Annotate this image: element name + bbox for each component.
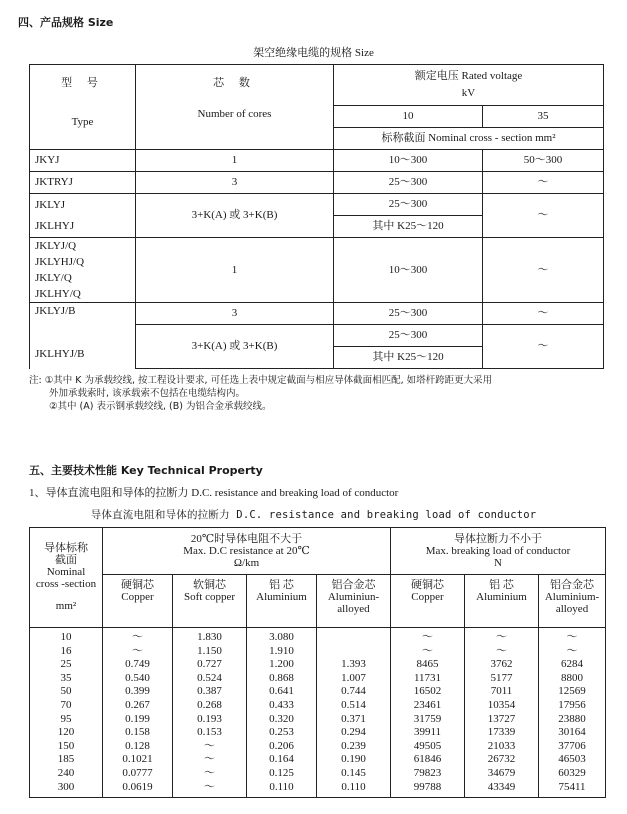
size-cell: 120 [30,726,103,740]
cores-cell: 1 [136,238,334,303]
size-cell: 10 [30,628,103,645]
table-row [30,194,604,216]
soft-copper-cell: ～ [173,753,247,767]
size-table-caption: 架空绝缘电缆的规格 Size [253,47,374,59]
breaking-copper-cell: 39911 [391,726,465,740]
table-row [30,628,606,645]
cores-header [136,65,334,150]
breaking-copper-header [391,575,465,628]
alloy-cell: 0.190 [317,753,391,767]
breaking-copper-cell: 99788 [391,781,465,798]
aluminium-cell: 0.320 [247,713,317,727]
table-row [30,150,604,172]
cores-cell: 3 [136,172,334,194]
type-cell: JKYJ [30,150,136,172]
size-cell: 150 [30,740,103,754]
note-line: 注: ①其中 K 为承载绞线, 按工程设计要求, 可任选上表中规定截面与相应导体截面相匹配, 如塔杆跨距更大采用 [29,375,493,386]
breaking-alloy-cell: 46503 [539,753,606,767]
hard-copper-cell: 0.749 [103,658,173,672]
alloy-cell: 0.145 [317,767,391,781]
section5-subheading: 1、导体直流电阻和导体的拉断力 D.C. resistance and breaking load of conductor [29,487,399,499]
header-cn: 铝 芯 [269,579,294,591]
header-cn: 铝合金芯 [550,579,595,591]
type-line: JKLHYJ/B [35,348,85,360]
breaking-aluminium-cell: 5177 [465,672,539,686]
resistance-table [29,527,606,798]
type-header [30,65,136,150]
alloy-cell: 0.744 [317,685,391,699]
aluminium-cell: 3.080 [247,628,317,645]
breaking-alloy-cell: 6284 [539,658,606,672]
voltage-10: 10 [334,106,483,128]
breaking-aluminium-cell: 3762 [465,658,539,672]
breaking-alloy-cell: 23880 [539,713,606,727]
v35-cell: 50～300 [483,150,604,172]
size-cell: 16 [30,645,103,659]
size-table [29,64,604,369]
table-row [30,753,606,767]
cores-cell: 3 [136,303,334,325]
hard-copper-cell: 0.540 [103,672,173,686]
hard-copper-cell: ～ [103,628,173,645]
breaking-aluminium-cell: 21033 [465,740,539,754]
soft-copper-cell: 1.150 [173,645,247,659]
type-line: JKLYJ [35,198,66,211]
alloy-cell: 0.371 [317,713,391,727]
size-cell: 50 [30,685,103,699]
breaking-copper-cell: ～ [391,645,465,659]
hard-copper-cell: 0.128 [103,740,173,754]
v10-cell: 25～300 [334,303,483,325]
type-cell [30,303,136,369]
size-header [30,528,103,628]
breaking-aluminium-cell: 13727 [465,713,539,727]
type-line: JKLYHJ/Q [35,256,85,268]
header-cn: 硬铜芯 [411,579,444,591]
breaking-alloy-cell: 37706 [539,740,606,754]
size-cell: 25 [30,658,103,672]
type-line: JKLYJ/B [35,305,76,317]
size-cell: 35 [30,672,103,686]
header-en: alloyed [337,603,370,615]
table-row [30,781,606,798]
alloy-cell: 0.110 [317,781,391,798]
header-en: Copper [121,591,154,603]
aluminium-cell: 0.110 [247,781,317,798]
table-row [30,767,606,781]
aluminium-cell: 0.253 [247,726,317,740]
soft-copper-cell: ～ [173,767,247,781]
aluminium-header [247,575,317,628]
table-row [30,740,606,754]
type-line: JKLHY/Q [35,288,81,300]
table-row [30,685,606,699]
soft-copper-cell: 0.153 [173,726,247,740]
header-cn: 硬铜芯 [121,579,154,591]
breaking-aluminium-header [465,575,539,628]
alloy-cell: 0.239 [317,740,391,754]
soft-copper-cell: 0.193 [173,713,247,727]
type-line: JKLHYJ [35,219,75,232]
hard-copper-cell: 0.267 [103,699,173,713]
header-cn: 铝合金芯 [331,579,376,591]
table-row [30,238,604,303]
voltage-35: 35 [483,106,604,128]
breaking-aluminium-cell: 10354 [465,699,539,713]
v35-cell: ～ [483,303,604,325]
breaking-alloy-cell: 30164 [539,726,606,740]
table-row [30,726,606,740]
alloy-cell [317,645,391,659]
resistance-table-body [30,628,606,798]
v35-cell: ～ [483,194,604,238]
hard-copper-cell: 0.399 [103,685,173,699]
section4-heading: 四、产品规格 Size [18,16,114,29]
breaking-copper-cell: 61846 [391,753,465,767]
breaking-copper-cell: 49505 [391,740,465,754]
breaking-copper-cell: 31759 [391,713,465,727]
type-cell [30,194,136,238]
soft-copper-header [173,575,247,628]
header-en: Aluminiun- [327,591,380,603]
v35-cell: ～ [483,172,604,194]
note-line: ②其中 (A) 表示钢承载绞线, (B) 为铝合金承载绞线。 [49,401,272,412]
alloy-header [317,575,391,628]
header-en: Aluminium [256,591,307,603]
header-en: Copper [411,591,444,603]
resistance-header-line: 20℃时导体电阻不大于 [190,533,303,545]
alloy-cell: 1.393 [317,658,391,672]
resistance-header [103,528,391,575]
soft-copper-cell: 1.830 [173,628,247,645]
voltage-label: 额定电压 Rated voltage [414,70,523,82]
resistance-header-line: Max. D.C resistance at 20℃ [183,545,310,557]
aluminium-cell: 0.164 [247,753,317,767]
size-header-line: 截面 [55,554,77,566]
cores-cell: 1 [136,150,334,172]
breaking-header [391,528,606,575]
size-header-line: Nominal [46,566,86,578]
v10-cell: 25～300 [334,172,483,194]
breaking-copper-cell: 11731 [391,672,465,686]
breaking-header-line: Max. breaking load of conductor [425,545,571,557]
alloy-cell: 1.007 [317,672,391,686]
breaking-copper-cell: 8465 [391,658,465,672]
soft-copper-cell: 0.727 [173,658,247,672]
breaking-alloy-cell: 17956 [539,699,606,713]
size-header-line: mm² [55,600,77,612]
breaking-alloy-cell: 8800 [539,672,606,686]
breaking-alloy-cell: 75411 [539,781,606,798]
aluminium-cell: 1.910 [247,645,317,659]
header-en: alloyed [555,603,589,615]
breaking-aluminium-cell: 7011 [465,685,539,699]
table-row [30,172,604,194]
breaking-alloy-cell: ～ [539,645,606,659]
header-cn: 铝 芯 [489,579,514,591]
section5-heading: 五、主要技术性能 Key Technical Property [29,464,263,477]
header-en: Aluminium- [544,591,600,603]
v10-cell: 25～300 [334,325,483,347]
size-cell: 95 [30,713,103,727]
size-header-line: 导体标称 [44,542,88,554]
v10-cell: 10～300 [334,238,483,303]
v35-cell: ～ [483,325,604,369]
cores-header-en: Number of cores [197,108,272,120]
size-cell: 70 [30,699,103,713]
hard-copper-header [103,575,173,628]
breaking-alloy-cell: 60329 [539,767,606,781]
hard-copper-cell: 0.1021 [103,753,173,767]
cores-cell: 3+K(A) 或 3+K(B) [136,325,334,369]
table-row [30,645,606,659]
soft-copper-cell: 0.387 [173,685,247,699]
breaking-copper-cell: 23461 [391,699,465,713]
aluminium-cell: 1.200 [247,658,317,672]
soft-copper-cell: ～ [173,781,247,798]
size-cell: 240 [30,767,103,781]
table-row [30,303,604,325]
header-en: Aluminium [476,591,527,603]
table-row [30,699,606,713]
breaking-header-line: 导体拉断力不小于 [454,533,543,545]
hard-copper-cell: 0.158 [103,726,173,740]
voltage-header [334,65,604,106]
alloy-cell: 0.514 [317,699,391,713]
type-header-cn: 型 号 [61,77,104,89]
soft-copper-cell: ～ [173,740,247,754]
soft-copper-cell: 0.524 [173,672,247,686]
aluminium-cell: 0.125 [247,767,317,781]
breaking-aluminium-cell: ～ [465,645,539,659]
type-line: JKLY/Q [35,272,72,284]
hard-copper-cell: 0.0777 [103,767,173,781]
v10-cell: 其中 K25～120 [334,216,483,238]
v10-cell: 其中 K25～120 [334,347,483,369]
hard-copper-cell: 0.0619 [103,781,173,798]
breaking-copper-cell: ～ [391,628,465,645]
hard-copper-cell: 0.199 [103,713,173,727]
size-cell: 185 [30,753,103,767]
aluminium-cell: 0.433 [247,699,317,713]
table-row [30,713,606,727]
type-header-en: Type [71,116,94,128]
resistance-header-line: Ω/km [233,557,260,569]
note-line: 外加承载索时, 该承载索不包括在电缆结构内。 [49,388,246,399]
v10-cell: 25～300 [334,194,483,216]
header-en: Soft copper [183,591,235,603]
cores-header-cn: 芯 数 [213,77,256,89]
breaking-alloy-cell: 12569 [539,685,606,699]
breaking-header-line: N [494,557,502,569]
breaking-alloy-header [539,575,606,628]
size-header-line: cross -section [35,578,97,590]
breaking-aluminium-cell: 17339 [465,726,539,740]
header-cn: 软铜芯 [193,579,226,591]
table-row [30,658,606,672]
breaking-alloy-cell: ～ [539,628,606,645]
aluminium-cell: 0.868 [247,672,317,686]
table-row [30,672,606,686]
alloy-cell: 0.294 [317,726,391,740]
hard-copper-cell: ～ [103,645,173,659]
soft-copper-cell: 0.268 [173,699,247,713]
cores-cell: 3+K(A) 或 3+K(B) [136,194,334,238]
aluminium-cell: 0.206 [247,740,317,754]
notes [29,374,619,413]
alloy-cell [317,628,391,645]
v35-cell: ～ [483,238,604,303]
breaking-aluminium-cell: ～ [465,628,539,645]
type-cell: JKTRYJ [30,172,136,194]
voltage-unit: kV [461,87,476,99]
breaking-copper-cell: 16502 [391,685,465,699]
breaking-copper-cell: 79823 [391,767,465,781]
cross-section-header: 标称截面 Nominal cross - section mm² [334,128,604,150]
aluminium-cell: 0.641 [247,685,317,699]
v10-cell: 10～300 [334,150,483,172]
breaking-aluminium-cell: 34679 [465,767,539,781]
breaking-aluminium-cell: 43349 [465,781,539,798]
size-cell: 300 [30,781,103,798]
type-cell [30,238,136,303]
breaking-aluminium-cell: 26732 [465,753,539,767]
resistance-table-caption: 导体直流电阻和导体的拉断力 D.C. resistance and breaking load of conductor [90,509,537,521]
type-line: JKLYJ/Q [35,240,77,252]
